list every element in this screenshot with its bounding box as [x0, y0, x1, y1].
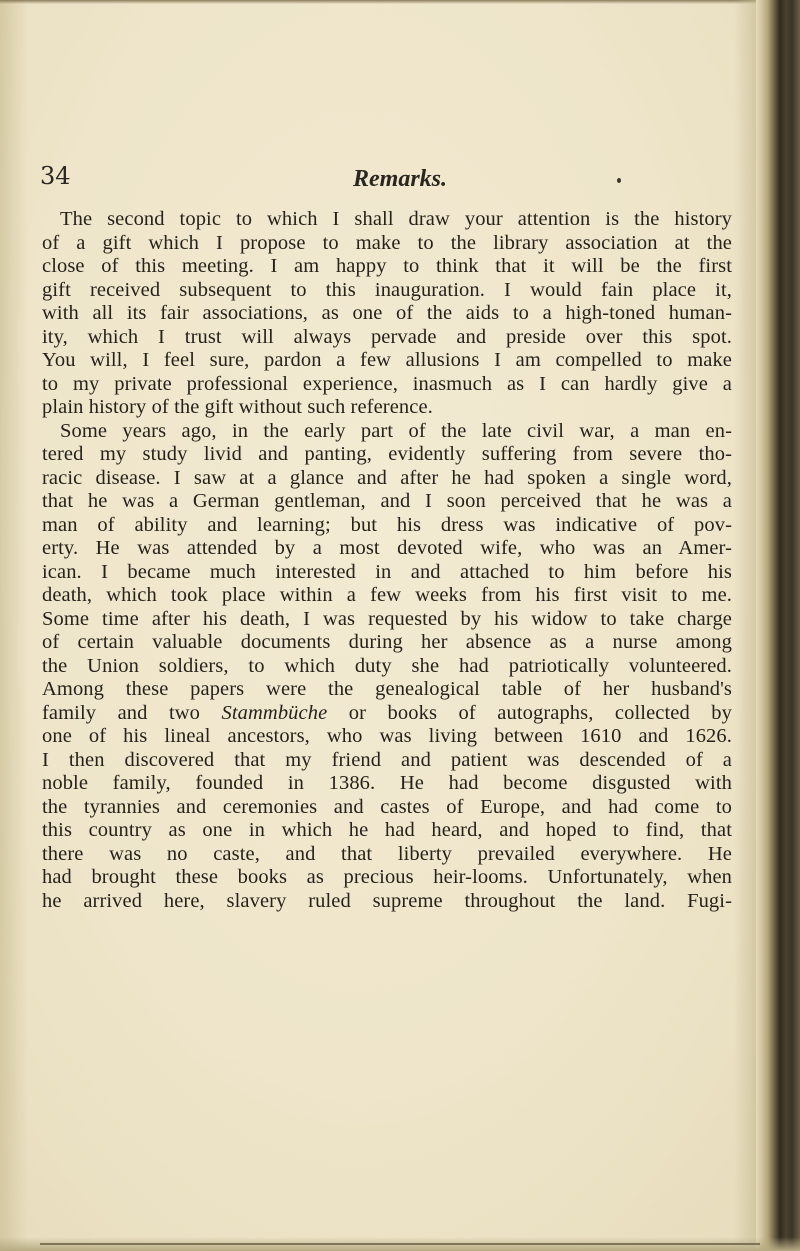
line-segment: family and two — [42, 701, 222, 724]
text-line: Among these papers were the genealogical table of her husband's — [42, 678, 732, 700]
text-line: had brought these books as precious heir-looms. Unfortunately, when — [42, 866, 732, 888]
text-line: Some time after his death, I was requested by his widow to take charge — [42, 607, 732, 630]
text-line: man of ability and learning; but his dress was indicative of pov- — [42, 513, 732, 536]
text-line: ican. I became much interested in and attached to him before his — [42, 560, 732, 583]
text-line: noble family, founded in 1386. He had become disgusted with — [42, 772, 732, 794]
text-line: the tyrannies and ceremonies and castes of Europe, and had come to — [42, 795, 732, 818]
text-line: plain history of the gift without such reference. — [42, 396, 433, 418]
text-line: close of this meeting. I am happy to think that it will be the first — [42, 255, 732, 277]
text-line: the Union soldiers, to which duty she had patriotically volunteered. — [42, 654, 732, 677]
text-line: he arrived here, slavery ruled supreme throughout the land. Fugi- — [42, 889, 732, 912]
italic-term: Stammbüche — [221, 701, 328, 724]
text-line: The second topic to which I shall draw your attention is the history — [60, 208, 732, 230]
text-line: there was no caste, and that liberty prevailed everywhere. He — [42, 842, 732, 865]
text-line: You will, I feel sure, pardon a few allusions I am compelled to make — [42, 349, 732, 371]
book-binding-edge — [756, 0, 800, 1251]
text-line: ity, which I trust will always pervade and preside over this spot. — [42, 325, 732, 348]
page-number: 34 — [40, 162, 71, 190]
text-line: I then discovered that my friend and patient was descended of a — [42, 748, 732, 771]
page-left-edge — [0, 0, 28, 1251]
text-line: Some years ago, in the early part of the late civil war, a man en- — [60, 419, 732, 442]
page-header — [40, 162, 740, 202]
text-line: of a gift which I propose to make to the library association at the — [42, 231, 732, 254]
text-line: tered my study livid and panting, evidently suffering from severe tho- — [42, 443, 732, 465]
text-line: erty. He was attended by a most devoted wife, who was an Amer- — [42, 537, 732, 559]
stray-ink-mark — [617, 178, 621, 183]
text-line: one of his lineal ancestors, who was living between 1610 and 1626. — [42, 725, 732, 747]
text-line: of certain valuable documents during her absence as a nurse among — [42, 631, 732, 653]
text-line: with all its fair associations, as one of the aids to a high-toned human- — [42, 302, 732, 324]
text-line: death, which took place within a few weeks from his first visit to me. — [42, 584, 732, 606]
text-line: gift received subsequent to this inauguration. I would fain place it, — [42, 278, 732, 301]
line-segment: or books of autographs, collected by — [327, 701, 732, 724]
running-head: Remarks. — [352, 166, 447, 192]
text-line-with-italic — [42, 702, 732, 726]
text-line: racic disease. I saw at a glance and after he had spoken a single word, — [42, 466, 732, 489]
page-bottom-line — [40, 1243, 760, 1245]
body-text — [42, 208, 732, 913]
text-line: to my private professional experience, inasmuch as I can hardly give a — [42, 372, 732, 395]
text-line: this country as one in which he had heard, and hoped to find, that — [42, 819, 732, 841]
text-line: that he was a German gentleman, and I soon perceived that he was a — [42, 490, 732, 512]
page-top-edge — [0, 0, 760, 4]
